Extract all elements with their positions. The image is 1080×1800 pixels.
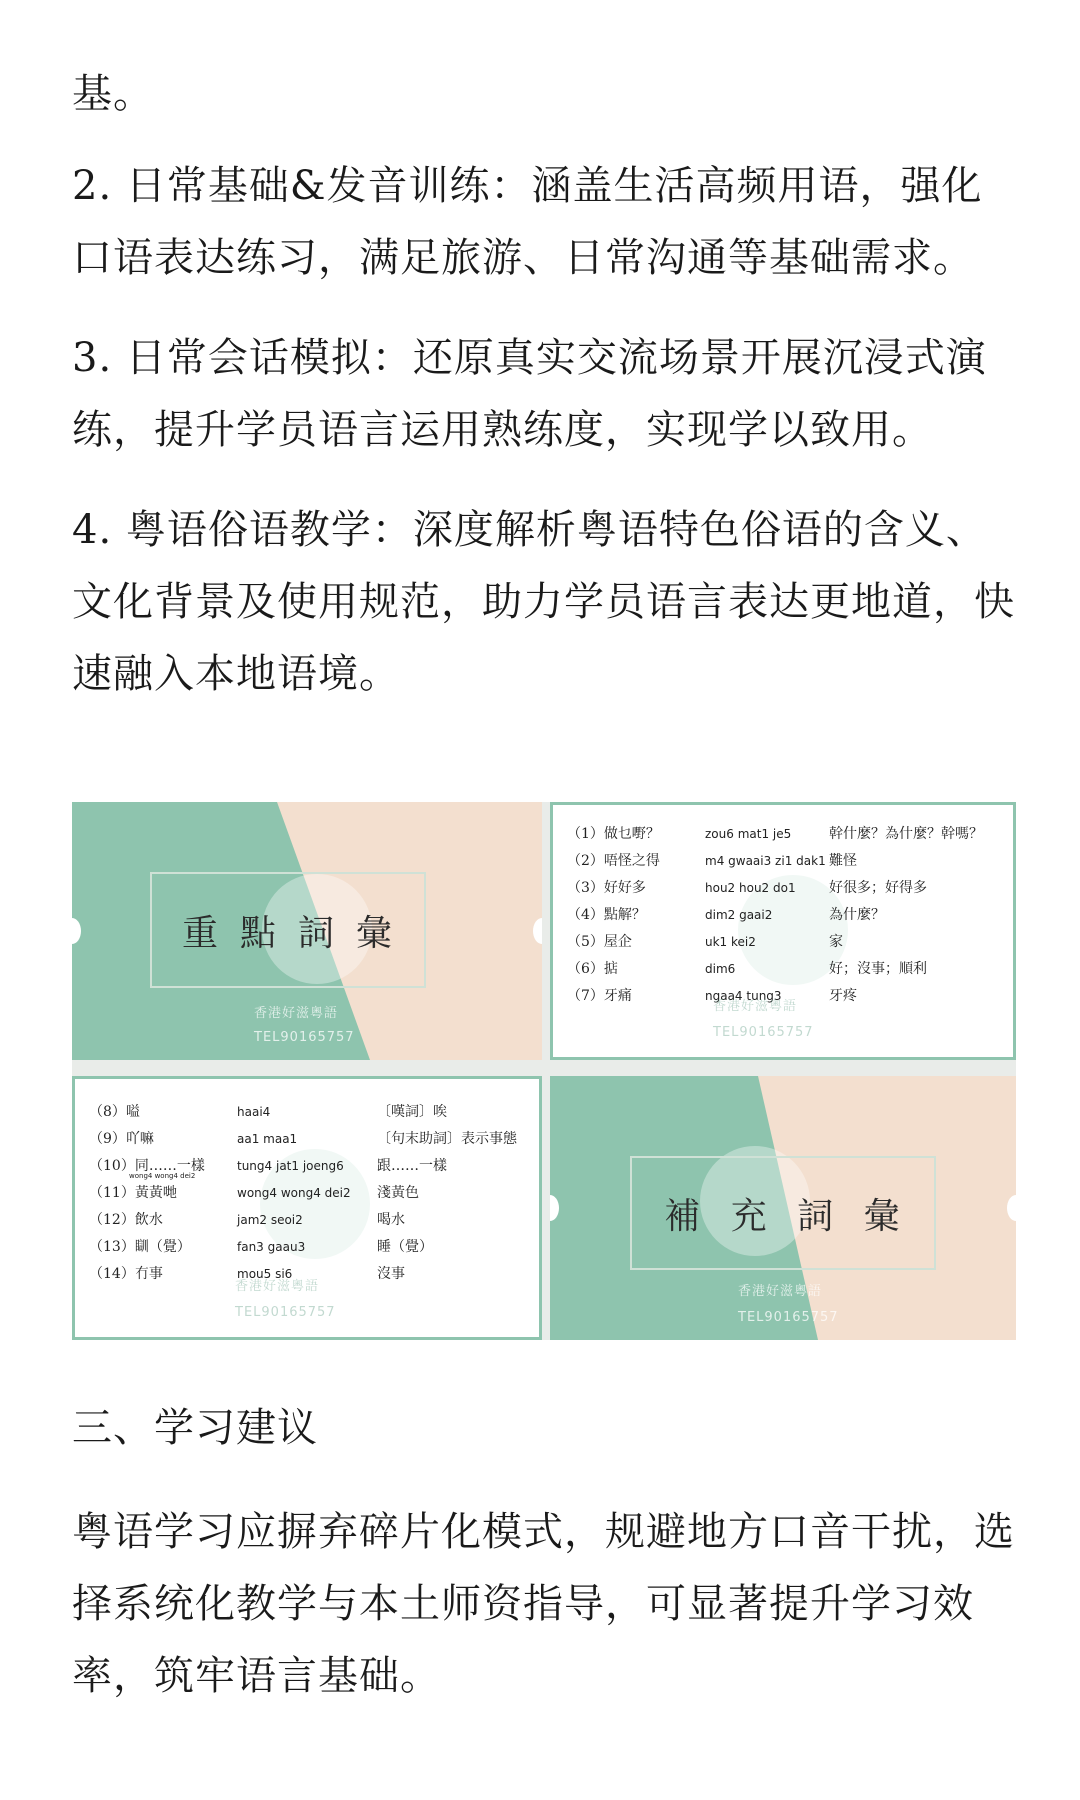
vocab-meaning: 沒事 — [377, 1266, 405, 1282]
vocab-term: （3）好好多 — [567, 880, 646, 896]
vocab-term: （4）點解？ — [567, 907, 646, 923]
item-3-text: 3. 日常会话模拟：还原真实交流场景开展沉浸式演练，提升学员语言运用熟练度，实现学以致用。 — [72, 335, 987, 453]
vocab-term: （5）屋企 — [567, 934, 632, 950]
watermark-tel: TEL90165757 — [254, 1030, 355, 1045]
watermark-name: 香港好滋粵語 — [738, 1284, 823, 1299]
title-char: 充 — [730, 1195, 769, 1237]
title-char: 補 — [664, 1195, 703, 1237]
vocab-jyutping: jam2 seoi2 — [237, 1213, 303, 1227]
vocab-term: （12）飲水 — [89, 1212, 163, 1228]
slides-collage-image — [72, 802, 1016, 1340]
vocab-jyutping: uk1 kei2 — [705, 935, 756, 949]
vocab-row — [567, 956, 1005, 983]
vocab-jyutping: ngaa4 tung3 — [705, 989, 782, 1003]
title-char: 點 — [239, 912, 278, 954]
vocab-row — [567, 902, 1005, 929]
vocab-jyutping: fan3 gaau3 — [237, 1240, 306, 1254]
key-vocab-title-box — [150, 872, 426, 988]
vocab-meaning: 淺黃色 — [377, 1185, 419, 1201]
vocab-jyutping: tung4 jat1 joeng6 — [237, 1159, 344, 1173]
vocab-meaning: 為什麼？ — [829, 907, 885, 923]
watermark-tel: TEL90165757 — [235, 1305, 336, 1320]
vocab-jyutping: dim6 — [705, 962, 736, 976]
vocab-row — [89, 1234, 531, 1261]
title-char: 詞 — [797, 1195, 836, 1237]
vocab-row — [89, 1099, 531, 1126]
vocab-row — [567, 821, 1005, 848]
vocab-meaning: 牙疼 — [829, 988, 857, 1004]
vocab-table — [89, 1099, 531, 1288]
title-char: 彙 — [863, 1195, 902, 1237]
vocab-jyutping: dim2 gaai2 — [705, 908, 773, 922]
vocab-term: （7）牙痛 — [567, 988, 632, 1004]
watermark-tel: TEL90165757 — [713, 1025, 814, 1040]
section-3-heading: 三、学习建议 — [72, 1405, 318, 1451]
slide-notch — [1007, 1195, 1016, 1221]
slide-supp-vocab-title — [550, 1076, 1016, 1340]
vocab-meaning: 好很多；好得多 — [829, 880, 927, 896]
vocab-term: （8）嗌 — [89, 1104, 140, 1120]
watermark-name: 香港好滋粵語 — [713, 999, 798, 1014]
vocab-term: （14）冇事 — [89, 1266, 163, 1282]
vocab-jyutping: hou2 hou2 do1 — [705, 881, 796, 895]
slide-notch — [533, 918, 542, 944]
vocab-meaning: 幹什麼？為什麼？幹嗎？ — [829, 826, 983, 842]
slide-vocab-list-2 — [72, 1076, 542, 1340]
item-4-text: 4. 粤语俗语教学：深度解析粤语特色俗语的含义、文化背景及使用规范，助力学员语言表达更地道，快速融入本地语境。 — [72, 507, 1015, 697]
supp-vocab-title-box — [630, 1156, 936, 1270]
vocab-term: （1）做乜嘢？ — [567, 826, 660, 842]
vocab-meaning: 家 — [829, 934, 843, 950]
vocab-table — [567, 821, 1005, 1010]
vocab-meaning: 跟……一樣 — [377, 1158, 447, 1174]
vocab-term: （10）同……一樣 — [89, 1158, 205, 1174]
watermark-name: 香港好滋粵語 — [235, 1279, 320, 1294]
watermark-tel: TEL90165757 — [738, 1310, 839, 1325]
vocab-jyutping: haai4 — [237, 1105, 271, 1119]
slide-key-vocab-title — [72, 802, 542, 1060]
vocab-term: （9）吖嘛 — [89, 1131, 154, 1147]
vocab-term: （11）黃黃哋 — [89, 1185, 177, 1201]
slide-vocab-list-1 — [550, 802, 1016, 1060]
vocab-ruby-annotation: wong4 wong4 dei2 — [129, 1172, 196, 1180]
vocab-meaning: 好；沒事；順利 — [829, 961, 927, 977]
vocab-jyutping: aa1 maa1 — [237, 1132, 298, 1146]
vocab-jyutping: mou5 si6 — [237, 1267, 293, 1281]
vocab-meaning: 〔句末助詞〕表示事態 — [377, 1131, 517, 1147]
vocab-meaning: 喝水 — [377, 1212, 405, 1228]
vocab-row — [89, 1172, 531, 1207]
item-2-text: 2. 日常基础&发音训练：涵盖生活高频用语，强化口语表达练习，满足旅游、日常沟通等基础需求。 — [72, 163, 983, 281]
vocab-row — [567, 929, 1005, 956]
watermark-name: 香港好滋粵語 — [254, 1006, 339, 1021]
vocab-term: （2）唔怪之得 — [567, 853, 660, 869]
vocab-meaning: 難怪 — [829, 853, 857, 869]
vocab-row — [89, 1126, 531, 1153]
vocab-meaning: 〔嘆詞〕唉 — [377, 1104, 447, 1120]
title-char: 重 — [181, 912, 220, 954]
title-char: 詞 — [297, 912, 336, 954]
vocab-jyutping: zou6 mat1 je5 — [705, 827, 792, 841]
vocab-row — [567, 848, 1005, 875]
intro-tail-text: 基。 — [72, 71, 154, 117]
vocab-term: （13）瞓（覺） — [89, 1239, 191, 1255]
vocab-jyutping: wong4 wong4 dei2 — [237, 1186, 351, 1200]
vocab-jyutping: m4 gwaai3 zi1 dak1 — [705, 854, 826, 868]
vocab-row — [89, 1207, 531, 1234]
vocab-row — [567, 875, 1005, 902]
vocab-meaning: 睡（覺） — [377, 1239, 433, 1255]
advice-text: 粤语学习应摒弃碎片化模式，规避地方口音干扰，选择系统化教学与本土师资指导，可显著提升学习效率，筑牢语言基础。 — [72, 1509, 1015, 1699]
title-char: 彙 — [355, 912, 394, 954]
vocab-term: （6）掂 — [567, 961, 618, 977]
